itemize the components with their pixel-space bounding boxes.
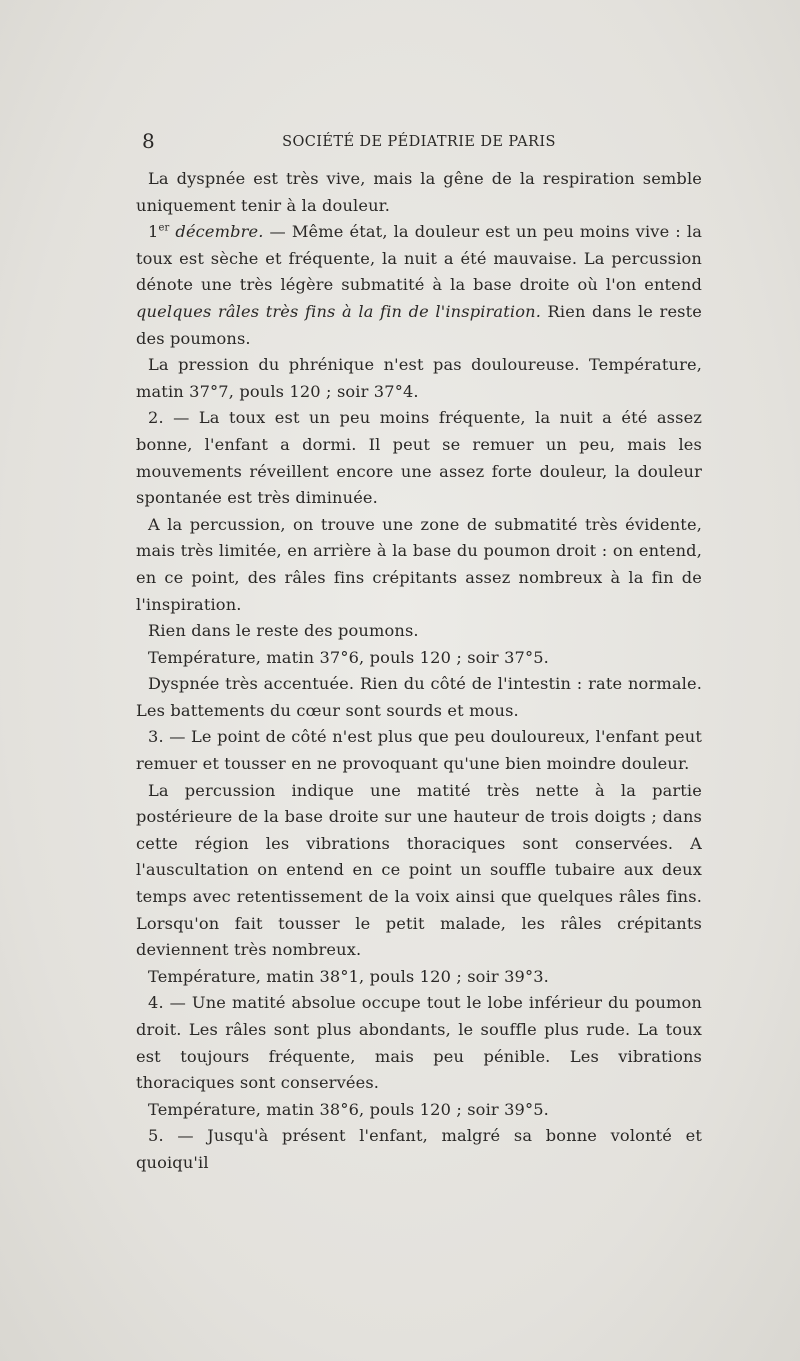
paragraph bbox=[136, 219, 702, 352]
paragraph bbox=[136, 618, 702, 645]
paragraph bbox=[136, 1097, 702, 1124]
paragraph bbox=[136, 645, 702, 672]
paragraph bbox=[136, 964, 702, 991]
paragraph bbox=[136, 1123, 702, 1176]
date-day-suffix: er bbox=[158, 222, 170, 234]
paragraph-text: La percussion indique une matité très nette à la partie postérieure de la base droite sur une hauteur de trois doigts ; dans cette région les vibrations thoraciques sont conservées. A l'auscultation on entend en ce point un souffle tubaire aux deux temps avec retentissement de la voix ainsi que quelques râles fins. Lorsqu'on fait tousser le petit malade, les râles crépitants deviennent très nombreux. bbox=[136, 780, 702, 960]
date-month: décembre. bbox=[169, 222, 264, 242]
paragraph-text: A la percussion, on trouve une zone de submatité très évidente, mais très limitée, en arrière à la base du poumon droit : on entend, en ce point, des râles fins crépitants assez nombreux à la fin de l'inspiration. bbox=[136, 514, 702, 614]
paragraph-text: La pression du phrénique n'est pas douloureuse. Température, matin 37°7, pouls 120 ; soir 37°4. bbox=[136, 355, 702, 401]
paragraph bbox=[136, 671, 702, 724]
paragraph-text: 5. — Jusqu'à présent l'enfant, malgré sa bonne volonté et quoiqu'il bbox=[136, 1126, 702, 1172]
running-title: SOCIÉTÉ DE PÉDIATRIE DE PARIS bbox=[282, 134, 556, 150]
page-header bbox=[136, 128, 702, 154]
page-number: 8 bbox=[142, 129, 155, 153]
paragraph-text: 4. — Une matité absolue occupe tout le lobe inférieur du poumon droit. Les râles sont plus abondants, le souffle plus rude. La toux est toujours fréquente, mais peu pénible. Les vibrations thoraciques sont conservées. bbox=[136, 993, 702, 1093]
paragraph bbox=[136, 512, 702, 618]
paragraph bbox=[136, 778, 702, 964]
paragraph bbox=[136, 405, 702, 511]
paragraph-text: 2. — La toux est un peu moins fréquente, la nuit a été assez bonne, l'enfant a dormi. Il peut se remuer un peu, mais les mouvements réveillent encore une assez forte douleur, la douleur spontanée est très diminuée. bbox=[136, 408, 702, 508]
paragraph-text: La dyspnée est très vive, mais la gêne de la respiration semble uniquement tenir à la douleur. bbox=[136, 169, 702, 215]
paragraph-text: Rien dans le reste des poumons. bbox=[136, 301, 703, 348]
paragraph-text: Rien dans le reste des poumons. bbox=[148, 621, 419, 641]
paragraph bbox=[136, 724, 702, 777]
paragraph-text: — Même état, la douleur est un peu moins vive : la toux est sèche et fréquente, la nuit a été mauvaise. La percussion dénote une très légère submatité à la base droite où l'on entend bbox=[136, 222, 702, 295]
paragraph-text: Dyspnée très accentuée. Rien du côté de l'intestin : rate normale. Les battements du cœur sont sourds et mous. bbox=[136, 674, 702, 720]
date-day: 1 bbox=[148, 222, 159, 242]
paragraph-text: Température, matin 38°6, pouls 120 ; soir 39°5. bbox=[148, 1099, 549, 1119]
paragraph bbox=[136, 352, 702, 405]
paragraph-emphasis: quelques râles très fins à la fin de l'inspiration. bbox=[136, 301, 541, 321]
paragraph bbox=[136, 990, 702, 1096]
paragraph bbox=[136, 166, 702, 219]
body-text bbox=[136, 166, 702, 1177]
paragraph-text: 3. — Le point de côté n'est plus que peu douloureux, l'enfant peut remuer et tousser en ne provoquant qu'une bien moindre douleur. bbox=[136, 727, 702, 774]
paragraph-text: Température, matin 37°6, pouls 120 ; soir 37°5. bbox=[148, 647, 549, 667]
paragraph-text: Température, matin 38°1, pouls 120 ; soir 39°3. bbox=[148, 966, 549, 986]
